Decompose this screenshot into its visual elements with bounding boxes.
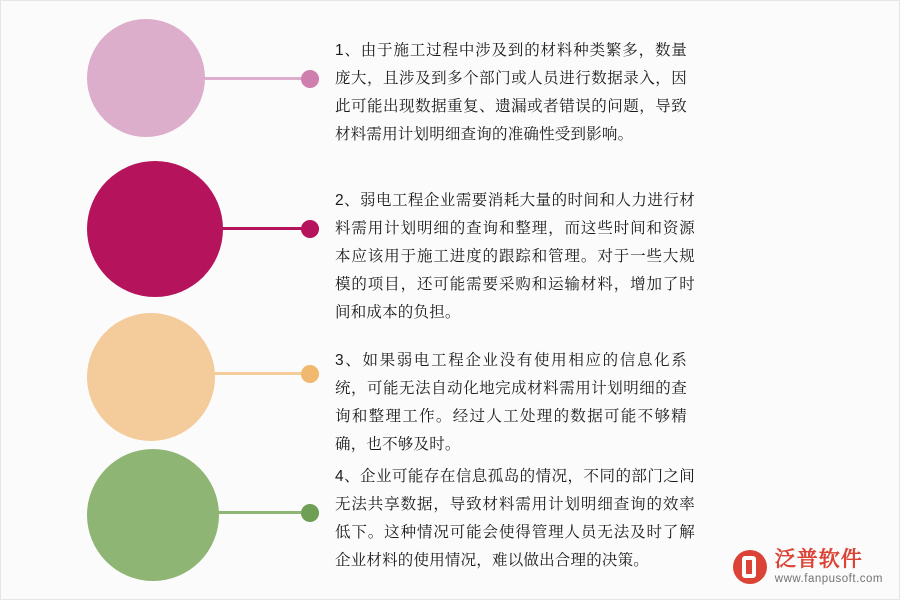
connector-dot-1	[301, 70, 319, 88]
fanpu-logo-icon	[733, 550, 767, 584]
item-text-3: 3、如果弱电工程企业没有使用相应的信息化系统，可能无法自动化地完成材料需用计划明细的查询和整理工作。经过人工处理的数据可能不够精确，也不够及时。	[335, 352, 687, 453]
brand-text	[775, 549, 883, 585]
item-text-2: 2、弱电工程企业需要消耗大量的时间和人力进行材料需用计划明细的查询和整理，而这些时间和资源本应该用于施工进度的跟踪和管理。对于一些大规模的项目，还可能需要采购和运输材料，增加了时间和成本的负担。	[335, 192, 695, 321]
connector-dot-2	[301, 220, 319, 238]
item-text-1: 1、由于施工过程中涉及到的材料种类繁多，数量庞大，且涉及到多个部门或人员进行数据录入，因此可能出现数据重复、遗漏或者错误的问题，导致材料需用计划明细查询的准确性受到影响。	[335, 42, 687, 143]
bubble-1	[87, 19, 205, 137]
bubble-4	[87, 449, 219, 581]
item-text-4: 4、企业可能存在信息孤岛的情况，不同的部门之间无法共享数据，导致材料需用计划明细查询的效率低下。这种情况可能会使得管理人员无法及时了解企业材料的使用情况，难以做出合理的决策。	[335, 468, 695, 569]
brand-url: www.fanpusoft.com	[774, 572, 883, 585]
bubble-3	[87, 313, 215, 441]
brand-name: 泛普软件	[774, 547, 863, 571]
brand-watermark	[733, 549, 883, 585]
connector-dot-3	[301, 365, 319, 383]
bubble-2	[87, 161, 223, 297]
connector-dot-4	[301, 504, 319, 522]
